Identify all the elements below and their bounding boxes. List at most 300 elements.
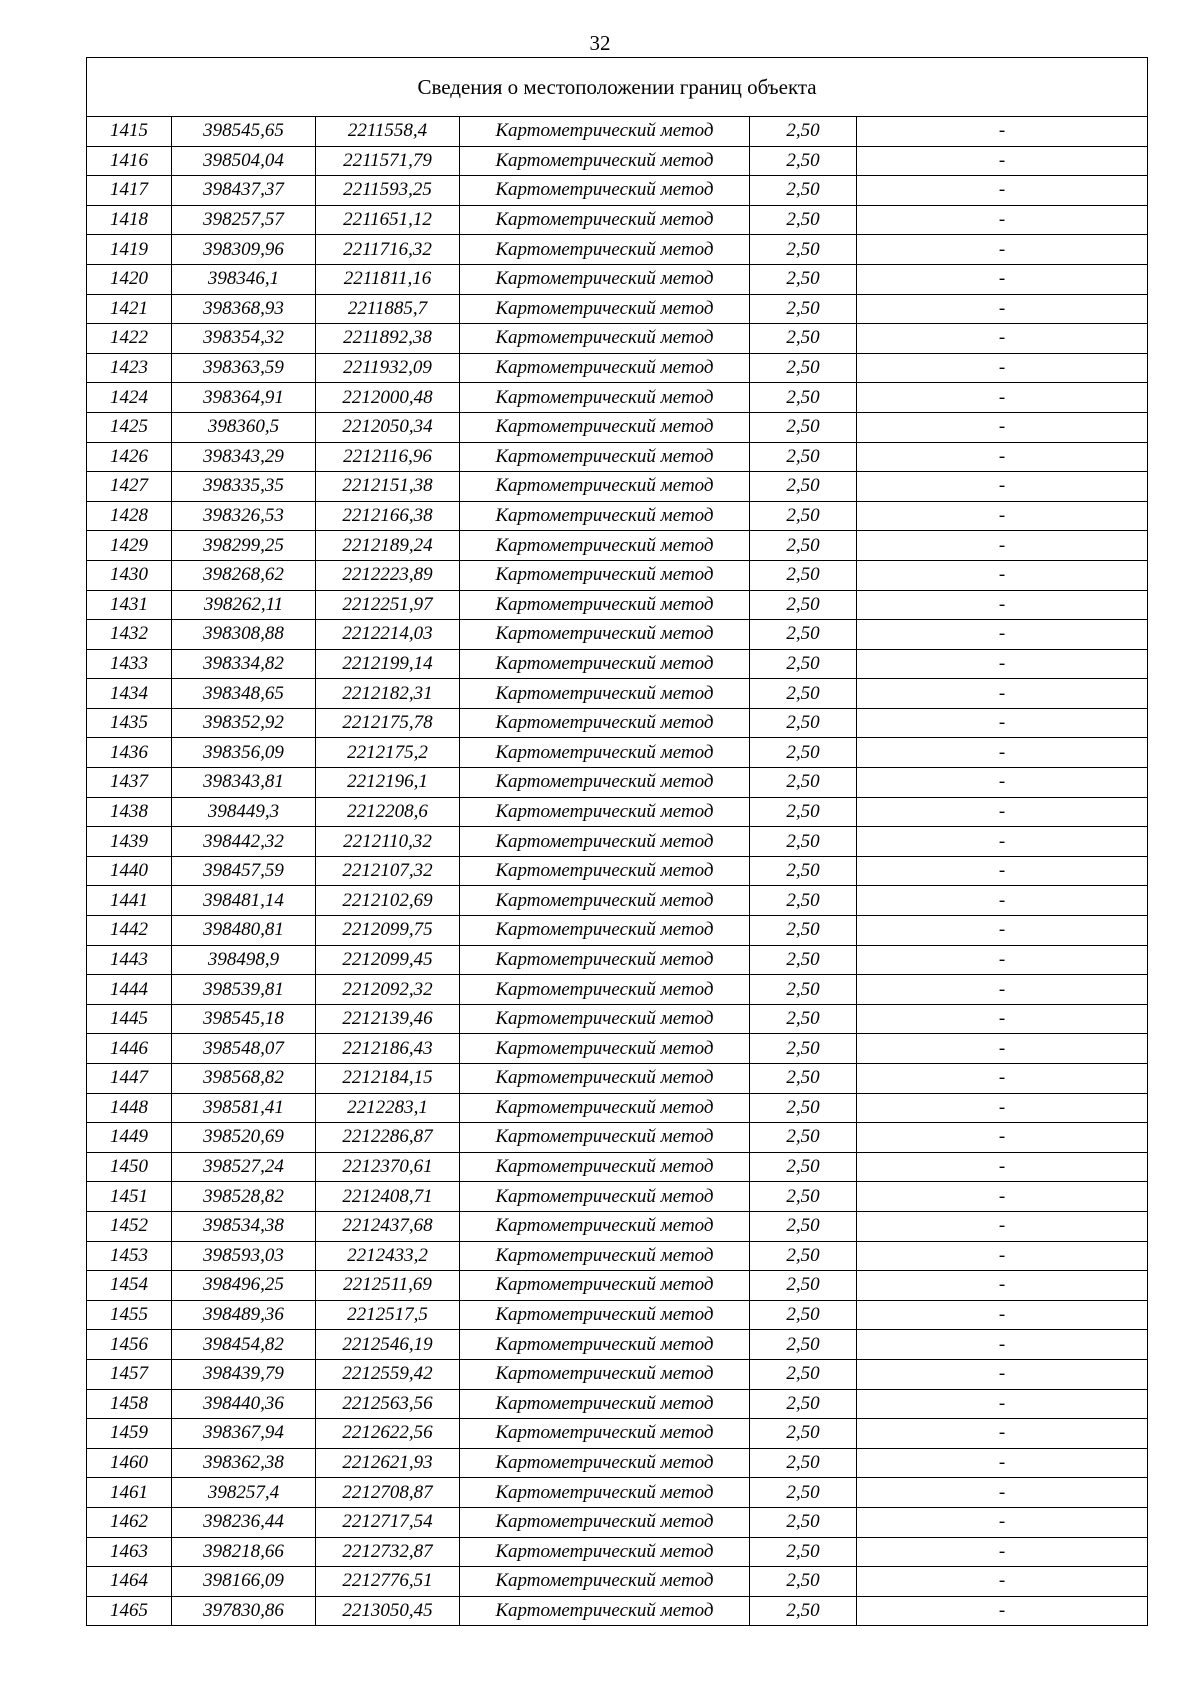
y-coordinate-cell: 2212151,38 bbox=[316, 472, 460, 502]
x-coordinate-cell: 398440,36 bbox=[172, 1389, 316, 1419]
table-row bbox=[87, 1478, 1148, 1508]
method-cell: Картометрический метод bbox=[460, 1182, 750, 1212]
x-coordinate-cell: 398354,32 bbox=[172, 324, 316, 354]
y-coordinate-cell: 2212110,32 bbox=[316, 827, 460, 857]
x-coordinate-cell: 398348,65 bbox=[172, 679, 316, 709]
method-cell: Картометрический метод bbox=[460, 472, 750, 502]
accuracy-cell: 2,50 bbox=[750, 235, 857, 265]
point-number-cell: 1445 bbox=[87, 1004, 172, 1034]
y-coordinate-cell: 2212102,69 bbox=[316, 886, 460, 916]
y-coordinate-cell: 2212166,38 bbox=[316, 501, 460, 531]
point-number-cell: 1446 bbox=[87, 1034, 172, 1064]
description-cell: - bbox=[857, 1152, 1148, 1182]
description-cell: - bbox=[857, 264, 1148, 294]
accuracy-cell: 2,50 bbox=[750, 1448, 857, 1478]
accuracy-cell: 2,50 bbox=[750, 620, 857, 650]
table-row bbox=[87, 235, 1148, 265]
method-cell: Картометрический метод bbox=[460, 205, 750, 235]
accuracy-cell: 2,50 bbox=[750, 294, 857, 324]
accuracy-cell: 2,50 bbox=[750, 916, 857, 946]
method-cell: Картометрический метод bbox=[460, 797, 750, 827]
x-coordinate-cell: 398527,24 bbox=[172, 1152, 316, 1182]
table-row bbox=[87, 1211, 1148, 1241]
y-coordinate-cell: 2212559,42 bbox=[316, 1359, 460, 1389]
description-cell: - bbox=[857, 1064, 1148, 1094]
point-number-cell: 1424 bbox=[87, 383, 172, 413]
table-body bbox=[87, 117, 1148, 1626]
method-cell: Картометрический метод bbox=[460, 1567, 750, 1597]
description-cell: - bbox=[857, 117, 1148, 147]
accuracy-cell: 2,50 bbox=[750, 205, 857, 235]
x-coordinate-cell: 398364,91 bbox=[172, 383, 316, 413]
accuracy-cell: 2,50 bbox=[750, 501, 857, 531]
x-coordinate-cell: 398262,11 bbox=[172, 590, 316, 620]
table-row bbox=[87, 1093, 1148, 1123]
accuracy-cell: 2,50 bbox=[750, 738, 857, 768]
description-cell: - bbox=[857, 1004, 1148, 1034]
method-cell: Картометрический метод bbox=[460, 1211, 750, 1241]
accuracy-cell: 2,50 bbox=[750, 679, 857, 709]
y-coordinate-cell: 2212139,46 bbox=[316, 1004, 460, 1034]
accuracy-cell: 2,50 bbox=[750, 649, 857, 679]
method-cell: Картометрический метод bbox=[460, 620, 750, 650]
x-coordinate-cell: 398568,82 bbox=[172, 1064, 316, 1094]
table-row bbox=[87, 768, 1148, 798]
accuracy-cell: 2,50 bbox=[750, 797, 857, 827]
table-row bbox=[87, 1152, 1148, 1182]
description-cell: - bbox=[857, 1034, 1148, 1064]
table-row bbox=[87, 1389, 1148, 1419]
y-coordinate-cell: 2212182,31 bbox=[316, 679, 460, 709]
x-coordinate-cell: 398545,65 bbox=[172, 117, 316, 147]
method-cell: Картометрический метод bbox=[460, 1152, 750, 1182]
method-cell: Картометрический метод bbox=[460, 738, 750, 768]
table-row bbox=[87, 975, 1148, 1005]
accuracy-cell: 2,50 bbox=[750, 1123, 857, 1153]
description-cell: - bbox=[857, 886, 1148, 916]
accuracy-cell: 2,50 bbox=[750, 1300, 857, 1330]
x-coordinate-cell: 398454,82 bbox=[172, 1330, 316, 1360]
accuracy-cell: 2,50 bbox=[750, 1537, 857, 1567]
x-coordinate-cell: 398367,94 bbox=[172, 1419, 316, 1449]
description-cell: - bbox=[857, 1211, 1148, 1241]
method-cell: Картометрический метод bbox=[460, 383, 750, 413]
description-cell: - bbox=[857, 1389, 1148, 1419]
accuracy-cell: 2,50 bbox=[750, 1241, 857, 1271]
description-cell: - bbox=[857, 620, 1148, 650]
table-row bbox=[87, 1241, 1148, 1271]
table-row bbox=[87, 442, 1148, 472]
point-number-cell: 1438 bbox=[87, 797, 172, 827]
table-row bbox=[87, 1448, 1148, 1478]
y-coordinate-cell: 2212708,87 bbox=[316, 1478, 460, 1508]
accuracy-cell: 2,50 bbox=[750, 472, 857, 502]
table-row bbox=[87, 205, 1148, 235]
y-coordinate-cell: 2211593,25 bbox=[316, 176, 460, 206]
table-row bbox=[87, 353, 1148, 383]
y-coordinate-cell: 2211558,4 bbox=[316, 117, 460, 147]
y-coordinate-cell: 2211885,7 bbox=[316, 294, 460, 324]
table-row bbox=[87, 679, 1148, 709]
x-coordinate-cell: 398520,69 bbox=[172, 1123, 316, 1153]
y-coordinate-cell: 2211932,09 bbox=[316, 353, 460, 383]
point-number-cell: 1419 bbox=[87, 235, 172, 265]
point-number-cell: 1430 bbox=[87, 560, 172, 590]
x-coordinate-cell: 398548,07 bbox=[172, 1034, 316, 1064]
table-row bbox=[87, 1330, 1148, 1360]
x-coordinate-cell: 398352,92 bbox=[172, 708, 316, 738]
y-coordinate-cell: 2212621,93 bbox=[316, 1448, 460, 1478]
description-cell: - bbox=[857, 412, 1148, 442]
method-cell: Картометрический метод bbox=[460, 1330, 750, 1360]
y-coordinate-cell: 2212099,45 bbox=[316, 945, 460, 975]
method-cell: Картометрический метод bbox=[460, 1419, 750, 1449]
description-cell: - bbox=[857, 383, 1148, 413]
y-coordinate-cell: 2212189,24 bbox=[316, 531, 460, 561]
x-coordinate-cell: 398581,41 bbox=[172, 1093, 316, 1123]
y-coordinate-cell: 2212175,78 bbox=[316, 708, 460, 738]
x-coordinate-cell: 397830,86 bbox=[172, 1596, 316, 1626]
description-cell: - bbox=[857, 768, 1148, 798]
description-cell: - bbox=[857, 856, 1148, 886]
accuracy-cell: 2,50 bbox=[750, 708, 857, 738]
description-cell: - bbox=[857, 708, 1148, 738]
method-cell: Картометрический метод bbox=[460, 560, 750, 590]
method-cell: Картометрический метод bbox=[460, 1478, 750, 1508]
accuracy-cell: 2,50 bbox=[750, 353, 857, 383]
method-cell: Картометрический метод bbox=[460, 916, 750, 946]
accuracy-cell: 2,50 bbox=[750, 768, 857, 798]
method-cell: Картометрический метод bbox=[460, 1034, 750, 1064]
accuracy-cell: 2,50 bbox=[750, 856, 857, 886]
description-cell: - bbox=[857, 176, 1148, 206]
accuracy-cell: 2,50 bbox=[750, 1182, 857, 1212]
x-coordinate-cell: 398268,62 bbox=[172, 560, 316, 590]
accuracy-cell: 2,50 bbox=[750, 146, 857, 176]
table-row bbox=[87, 1537, 1148, 1567]
description-cell: - bbox=[857, 1448, 1148, 1478]
table-title: Сведения о местоположении границ объекта bbox=[87, 58, 1148, 117]
accuracy-cell: 2,50 bbox=[750, 531, 857, 561]
x-coordinate-cell: 398356,09 bbox=[172, 738, 316, 768]
accuracy-cell: 2,50 bbox=[750, 590, 857, 620]
x-coordinate-cell: 398481,14 bbox=[172, 886, 316, 916]
x-coordinate-cell: 398308,88 bbox=[172, 620, 316, 650]
x-coordinate-cell: 398368,93 bbox=[172, 294, 316, 324]
method-cell: Картометрический метод bbox=[460, 975, 750, 1005]
method-cell: Картометрический метод bbox=[460, 1389, 750, 1419]
method-cell: Картометрический метод bbox=[460, 176, 750, 206]
accuracy-cell: 2,50 bbox=[750, 1034, 857, 1064]
description-cell: - bbox=[857, 560, 1148, 590]
method-cell: Картометрический метод bbox=[460, 146, 750, 176]
point-number-cell: 1439 bbox=[87, 827, 172, 857]
point-number-cell: 1422 bbox=[87, 324, 172, 354]
table-row bbox=[87, 264, 1148, 294]
point-number-cell: 1442 bbox=[87, 916, 172, 946]
x-coordinate-cell: 398166,09 bbox=[172, 1567, 316, 1597]
y-coordinate-cell: 2212208,6 bbox=[316, 797, 460, 827]
point-number-cell: 1428 bbox=[87, 501, 172, 531]
description-cell: - bbox=[857, 531, 1148, 561]
point-number-cell: 1457 bbox=[87, 1359, 172, 1389]
y-coordinate-cell: 2212175,2 bbox=[316, 738, 460, 768]
y-coordinate-cell: 2212776,51 bbox=[316, 1567, 460, 1597]
x-coordinate-cell: 398437,37 bbox=[172, 176, 316, 206]
accuracy-cell: 2,50 bbox=[750, 1152, 857, 1182]
accuracy-cell: 2,50 bbox=[750, 1596, 857, 1626]
table-row bbox=[87, 501, 1148, 531]
method-cell: Картометрический метод bbox=[460, 324, 750, 354]
description-cell: - bbox=[857, 738, 1148, 768]
point-number-cell: 1444 bbox=[87, 975, 172, 1005]
point-number-cell: 1443 bbox=[87, 945, 172, 975]
table-row bbox=[87, 1004, 1148, 1034]
method-cell: Картометрический метод bbox=[460, 679, 750, 709]
method-cell: Картометрический метод bbox=[460, 886, 750, 916]
point-number-cell: 1465 bbox=[87, 1596, 172, 1626]
description-cell: - bbox=[857, 1182, 1148, 1212]
description-cell: - bbox=[857, 679, 1148, 709]
point-number-cell: 1418 bbox=[87, 205, 172, 235]
method-cell: Картометрический метод bbox=[460, 531, 750, 561]
y-coordinate-cell: 2212408,71 bbox=[316, 1182, 460, 1212]
point-number-cell: 1448 bbox=[87, 1093, 172, 1123]
y-coordinate-cell: 2212196,1 bbox=[316, 768, 460, 798]
y-coordinate-cell: 2212370,61 bbox=[316, 1152, 460, 1182]
x-coordinate-cell: 398363,59 bbox=[172, 353, 316, 383]
y-coordinate-cell: 2212732,87 bbox=[316, 1537, 460, 1567]
accuracy-cell: 2,50 bbox=[750, 1478, 857, 1508]
accuracy-cell: 2,50 bbox=[750, 1211, 857, 1241]
point-number-cell: 1463 bbox=[87, 1537, 172, 1567]
table-row bbox=[87, 294, 1148, 324]
table-row bbox=[87, 146, 1148, 176]
table-row bbox=[87, 797, 1148, 827]
y-coordinate-cell: 2211811,16 bbox=[316, 264, 460, 294]
y-coordinate-cell: 2212433,2 bbox=[316, 1241, 460, 1271]
point-number-cell: 1452 bbox=[87, 1211, 172, 1241]
table-row bbox=[87, 383, 1148, 413]
table-row bbox=[87, 324, 1148, 354]
method-cell: Картометрический метод bbox=[460, 856, 750, 886]
point-number-cell: 1462 bbox=[87, 1507, 172, 1537]
y-coordinate-cell: 2211571,79 bbox=[316, 146, 460, 176]
y-coordinate-cell: 2212116,96 bbox=[316, 442, 460, 472]
accuracy-cell: 2,50 bbox=[750, 975, 857, 1005]
y-coordinate-cell: 2212214,03 bbox=[316, 620, 460, 650]
x-coordinate-cell: 398496,25 bbox=[172, 1271, 316, 1301]
method-cell: Картометрический метод bbox=[460, 1300, 750, 1330]
x-coordinate-cell: 398489,36 bbox=[172, 1300, 316, 1330]
table-row bbox=[87, 945, 1148, 975]
accuracy-cell: 2,50 bbox=[750, 264, 857, 294]
y-coordinate-cell: 2212092,32 bbox=[316, 975, 460, 1005]
point-number-cell: 1427 bbox=[87, 472, 172, 502]
x-coordinate-cell: 398257,57 bbox=[172, 205, 316, 235]
y-coordinate-cell: 2211892,38 bbox=[316, 324, 460, 354]
point-number-cell: 1433 bbox=[87, 649, 172, 679]
accuracy-cell: 2,50 bbox=[750, 1064, 857, 1094]
point-number-cell: 1453 bbox=[87, 1241, 172, 1271]
y-coordinate-cell: 2212184,15 bbox=[316, 1064, 460, 1094]
point-number-cell: 1437 bbox=[87, 768, 172, 798]
y-coordinate-cell: 2212251,97 bbox=[316, 590, 460, 620]
method-cell: Картометрический метод bbox=[460, 235, 750, 265]
accuracy-cell: 2,50 bbox=[750, 1093, 857, 1123]
accuracy-cell: 2,50 bbox=[750, 886, 857, 916]
point-number-cell: 1425 bbox=[87, 412, 172, 442]
description-cell: - bbox=[857, 1507, 1148, 1537]
table-row bbox=[87, 560, 1148, 590]
method-cell: Картометрический метод bbox=[460, 501, 750, 531]
description-cell: - bbox=[857, 501, 1148, 531]
table-title-row bbox=[87, 58, 1148, 117]
description-cell: - bbox=[857, 1596, 1148, 1626]
x-coordinate-cell: 398309,96 bbox=[172, 235, 316, 265]
table-row bbox=[87, 176, 1148, 206]
point-number-cell: 1451 bbox=[87, 1182, 172, 1212]
method-cell: Картометрический метод bbox=[460, 1359, 750, 1389]
table-row bbox=[87, 1596, 1148, 1626]
y-coordinate-cell: 2212199,14 bbox=[316, 649, 460, 679]
table-row bbox=[87, 1064, 1148, 1094]
description-cell: - bbox=[857, 797, 1148, 827]
point-number-cell: 1441 bbox=[87, 886, 172, 916]
table-row bbox=[87, 708, 1148, 738]
table-row bbox=[87, 1359, 1148, 1389]
method-cell: Картометрический метод bbox=[460, 1271, 750, 1301]
method-cell: Картометрический метод bbox=[460, 945, 750, 975]
description-cell: - bbox=[857, 235, 1148, 265]
point-number-cell: 1416 bbox=[87, 146, 172, 176]
point-number-cell: 1434 bbox=[87, 679, 172, 709]
x-coordinate-cell: 398457,59 bbox=[172, 856, 316, 886]
method-cell: Картометрический метод bbox=[460, 1241, 750, 1271]
table-row bbox=[87, 117, 1148, 147]
point-number-cell: 1436 bbox=[87, 738, 172, 768]
table-row bbox=[87, 1300, 1148, 1330]
point-number-cell: 1426 bbox=[87, 442, 172, 472]
y-coordinate-cell: 2212050,34 bbox=[316, 412, 460, 442]
x-coordinate-cell: 398528,82 bbox=[172, 1182, 316, 1212]
method-cell: Картометрический метод bbox=[460, 1448, 750, 1478]
x-coordinate-cell: 398539,81 bbox=[172, 975, 316, 1005]
method-cell: Картометрический метод bbox=[460, 1537, 750, 1567]
point-number-cell: 1420 bbox=[87, 264, 172, 294]
description-cell: - bbox=[857, 1241, 1148, 1271]
table-row bbox=[87, 472, 1148, 502]
table-row bbox=[87, 1507, 1148, 1537]
table-row bbox=[87, 886, 1148, 916]
point-number-cell: 1417 bbox=[87, 176, 172, 206]
accuracy-cell: 2,50 bbox=[750, 442, 857, 472]
method-cell: Картометрический метод bbox=[460, 590, 750, 620]
x-coordinate-cell: 398343,29 bbox=[172, 442, 316, 472]
table-row bbox=[87, 1567, 1148, 1597]
description-cell: - bbox=[857, 1093, 1148, 1123]
table-row bbox=[87, 590, 1148, 620]
method-cell: Картометрический метод bbox=[460, 1004, 750, 1034]
x-coordinate-cell: 398593,03 bbox=[172, 1241, 316, 1271]
method-cell: Картометрический метод bbox=[460, 1064, 750, 1094]
accuracy-cell: 2,50 bbox=[750, 560, 857, 590]
accuracy-cell: 2,50 bbox=[750, 945, 857, 975]
x-coordinate-cell: 398236,44 bbox=[172, 1507, 316, 1537]
point-number-cell: 1431 bbox=[87, 590, 172, 620]
y-coordinate-cell: 2212107,32 bbox=[316, 856, 460, 886]
y-coordinate-cell: 2212563,56 bbox=[316, 1389, 460, 1419]
y-coordinate-cell: 2212517,5 bbox=[316, 1300, 460, 1330]
accuracy-cell: 2,50 bbox=[750, 324, 857, 354]
description-cell: - bbox=[857, 1419, 1148, 1449]
accuracy-cell: 2,50 bbox=[750, 176, 857, 206]
accuracy-cell: 2,50 bbox=[750, 117, 857, 147]
x-coordinate-cell: 398442,32 bbox=[172, 827, 316, 857]
y-coordinate-cell: 2213050,45 bbox=[316, 1596, 460, 1626]
table-row bbox=[87, 412, 1148, 442]
boundary-table bbox=[86, 57, 1148, 1626]
x-coordinate-cell: 398480,81 bbox=[172, 916, 316, 946]
x-coordinate-cell: 398343,81 bbox=[172, 768, 316, 798]
method-cell: Картометрический метод bbox=[460, 649, 750, 679]
y-coordinate-cell: 2212186,43 bbox=[316, 1034, 460, 1064]
x-coordinate-cell: 398504,04 bbox=[172, 146, 316, 176]
description-cell: - bbox=[857, 590, 1148, 620]
x-coordinate-cell: 398449,3 bbox=[172, 797, 316, 827]
method-cell: Картометрический метод bbox=[460, 442, 750, 472]
description-cell: - bbox=[857, 916, 1148, 946]
point-number-cell: 1459 bbox=[87, 1419, 172, 1449]
point-number-cell: 1458 bbox=[87, 1389, 172, 1419]
accuracy-cell: 2,50 bbox=[750, 1389, 857, 1419]
description-cell: - bbox=[857, 827, 1148, 857]
y-coordinate-cell: 2212283,1 bbox=[316, 1093, 460, 1123]
y-coordinate-cell: 2212000,48 bbox=[316, 383, 460, 413]
y-coordinate-cell: 2212286,87 bbox=[316, 1123, 460, 1153]
y-coordinate-cell: 2212099,75 bbox=[316, 916, 460, 946]
description-cell: - bbox=[857, 146, 1148, 176]
x-coordinate-cell: 398498,9 bbox=[172, 945, 316, 975]
method-cell: Картометрический метод bbox=[460, 1123, 750, 1153]
accuracy-cell: 2,50 bbox=[750, 1419, 857, 1449]
y-coordinate-cell: 2211651,12 bbox=[316, 205, 460, 235]
accuracy-cell: 2,50 bbox=[750, 1359, 857, 1389]
x-coordinate-cell: 398545,18 bbox=[172, 1004, 316, 1034]
y-coordinate-cell: 2212717,54 bbox=[316, 1507, 460, 1537]
x-coordinate-cell: 398334,82 bbox=[172, 649, 316, 679]
method-cell: Картометрический метод bbox=[460, 768, 750, 798]
table-row bbox=[87, 738, 1148, 768]
table-row bbox=[87, 827, 1148, 857]
y-coordinate-cell: 2212511,69 bbox=[316, 1271, 460, 1301]
x-coordinate-cell: 398335,35 bbox=[172, 472, 316, 502]
x-coordinate-cell: 398439,79 bbox=[172, 1359, 316, 1389]
description-cell: - bbox=[857, 1330, 1148, 1360]
description-cell: - bbox=[857, 442, 1148, 472]
description-cell: - bbox=[857, 324, 1148, 354]
description-cell: - bbox=[857, 1123, 1148, 1153]
table-row bbox=[87, 1034, 1148, 1064]
point-number-cell: 1464 bbox=[87, 1567, 172, 1597]
table-row bbox=[87, 1123, 1148, 1153]
accuracy-cell: 2,50 bbox=[750, 1271, 857, 1301]
x-coordinate-cell: 398326,53 bbox=[172, 501, 316, 531]
x-coordinate-cell: 398360,5 bbox=[172, 412, 316, 442]
accuracy-cell: 2,50 bbox=[750, 1507, 857, 1537]
accuracy-cell: 2,50 bbox=[750, 1330, 857, 1360]
point-number-cell: 1449 bbox=[87, 1123, 172, 1153]
